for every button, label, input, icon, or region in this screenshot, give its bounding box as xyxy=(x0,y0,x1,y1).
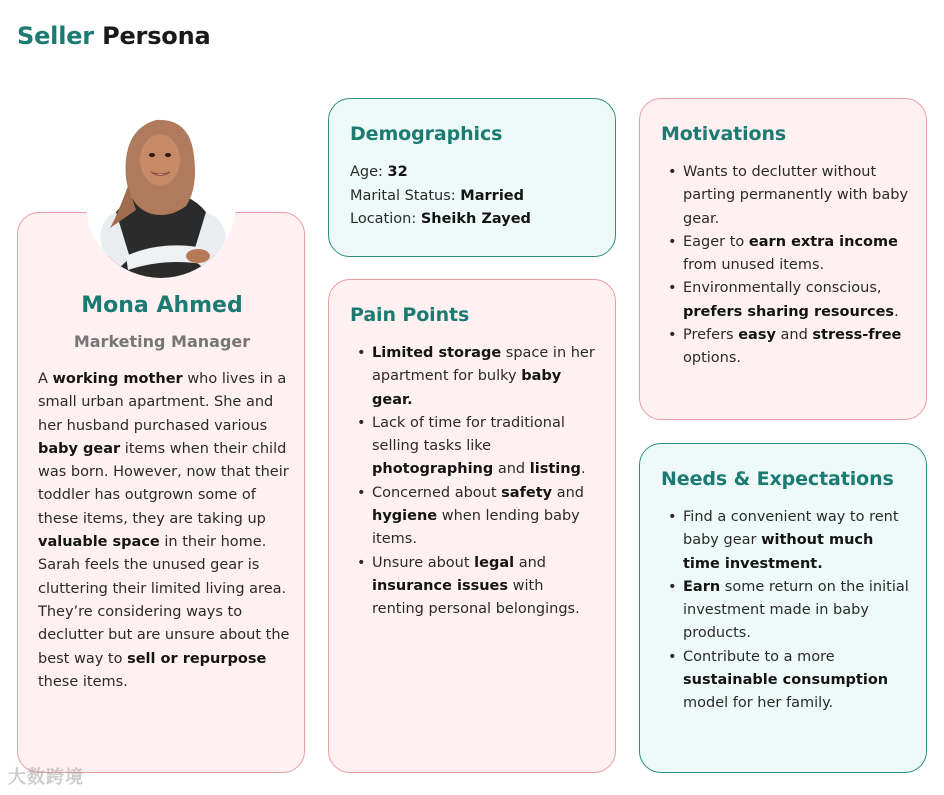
watermark: 大数跨境 xyxy=(8,767,84,788)
profile-bio-run: these items. xyxy=(38,673,128,690)
pain-points-card xyxy=(328,279,616,773)
profile-bio-run: baby gear xyxy=(38,440,121,457)
marital-value: Married xyxy=(460,187,524,204)
age-value: 32 xyxy=(387,164,408,180)
profile-name: Mona Ahmed xyxy=(81,293,243,318)
profile-bio-run: working mother xyxy=(52,371,183,387)
location-value: Sheikh Zayed xyxy=(420,211,531,227)
pain-points-item-run: photographing xyxy=(372,461,494,478)
motivations-item-run: prefers sharing resources xyxy=(683,303,895,320)
needs-list xyxy=(661,506,912,716)
needs-item xyxy=(661,646,912,716)
motivations-item-run: and xyxy=(775,327,813,344)
needs-item xyxy=(661,576,912,646)
pain-points-item-run: with renting personal belongings. xyxy=(372,577,580,618)
pain-points-item-run: and xyxy=(514,554,547,571)
pain-points-item-run: space in her apartment for bulky xyxy=(372,345,595,385)
needs-card xyxy=(639,443,927,773)
pain-points-item-run: and xyxy=(493,461,530,478)
motivations-item-run: Eager to xyxy=(683,233,749,250)
pain-points-item-run: insurance issues xyxy=(372,577,509,594)
needs-item-run: sustainable consumption xyxy=(683,672,889,689)
page-title-accent: Seller xyxy=(17,22,94,50)
motivations-item-run: Prefers xyxy=(683,327,739,344)
motivations-item xyxy=(661,231,912,278)
age-label: Age: xyxy=(350,164,388,180)
pain-points-item xyxy=(350,412,595,482)
needs-item-run: model for her family. xyxy=(683,695,834,712)
pain-points-list xyxy=(350,342,595,622)
motivations-item xyxy=(661,161,912,231)
profile-bio xyxy=(38,368,290,694)
pain-points-item-run: baby gear. xyxy=(372,368,562,408)
location-row xyxy=(350,208,595,232)
pain-points-item-run: Lack of time for traditional selling tasks like xyxy=(372,414,565,455)
needs-item xyxy=(661,506,912,576)
needs-heading: Needs & Expectations xyxy=(661,468,894,490)
motivations-item xyxy=(661,324,912,371)
pain-points-item xyxy=(350,342,595,412)
pain-points-item-run: hygiene xyxy=(372,508,438,525)
motivations-item-run: stress-free xyxy=(812,327,902,344)
needs-item-run: some return on the initial investment made in baby products. xyxy=(683,578,909,642)
avatar-portrait-icon xyxy=(86,108,236,278)
pain-points-item-run: . xyxy=(580,461,586,478)
profile-role: Marketing Manager xyxy=(73,332,251,351)
avatar xyxy=(86,108,236,278)
motivations-item-run: easy xyxy=(738,327,776,344)
motivations-item xyxy=(661,277,912,324)
page-title xyxy=(17,22,210,50)
motivations-list xyxy=(661,161,912,371)
pain-points-item-run: Limited storage xyxy=(372,345,502,361)
motivations-item-run: Environmentally conscious, xyxy=(683,280,882,297)
profile-bio-run: A xyxy=(38,371,53,387)
motivations-item-run: from unused items. xyxy=(683,257,825,274)
pain-points-item-run: when lending baby items. xyxy=(372,508,580,548)
pain-points-item-run: Concerned about xyxy=(372,484,502,501)
profile-card xyxy=(17,212,305,773)
motivations-item-run: Wants to declutter without parting permanently with baby gear. xyxy=(683,164,909,227)
age-row xyxy=(350,161,595,185)
profile-bio-run: who lives in a small urban apartment. She and her husband purchased various xyxy=(38,371,287,434)
location-label: Location: xyxy=(350,211,421,227)
pain-points-item-run: legal xyxy=(474,554,515,571)
motivations-item-run: options. xyxy=(683,350,742,367)
pain-points-item xyxy=(350,482,595,552)
profile-bio-run: valuable space xyxy=(38,534,160,551)
pain-points-item-run: Unsure about xyxy=(372,554,475,571)
pain-points-item-run: and xyxy=(552,484,584,501)
demographics-card xyxy=(328,98,616,257)
profile-bio-run: sell or repurpose xyxy=(127,650,267,667)
page-title-rest: Persona xyxy=(102,22,211,50)
marital-label: Marital Status: xyxy=(350,187,461,204)
demographics-heading: Demographics xyxy=(350,123,503,145)
needs-item-run: without much time investment. xyxy=(683,532,874,572)
profile-bio-run: in their home. Sarah feels the unused gear is cluttering their limited living area. They’re considering ways to declutter but are unsure about the best way to xyxy=(38,534,290,667)
pain-points-heading: Pain Points xyxy=(350,304,470,326)
needs-item-run: Contribute to a more xyxy=(683,648,835,665)
pain-points-item-run: safety xyxy=(501,484,553,501)
pain-points-item-run: listing xyxy=(529,461,581,478)
needs-item-run: Find a convenient way to rent baby gear xyxy=(683,509,899,549)
marital-row xyxy=(350,185,595,209)
motivations-heading: Motivations xyxy=(661,123,787,145)
profile-bio-run: items when their child was born. However, now that their toddler has outgrown some of these items, they are taking up xyxy=(38,440,289,527)
motivations-item-run: . xyxy=(894,303,899,320)
needs-item-run: Earn xyxy=(683,578,721,595)
pain-points-item xyxy=(350,552,595,622)
motivations-item-run: earn extra income xyxy=(748,233,898,250)
motivations-card xyxy=(639,98,927,420)
